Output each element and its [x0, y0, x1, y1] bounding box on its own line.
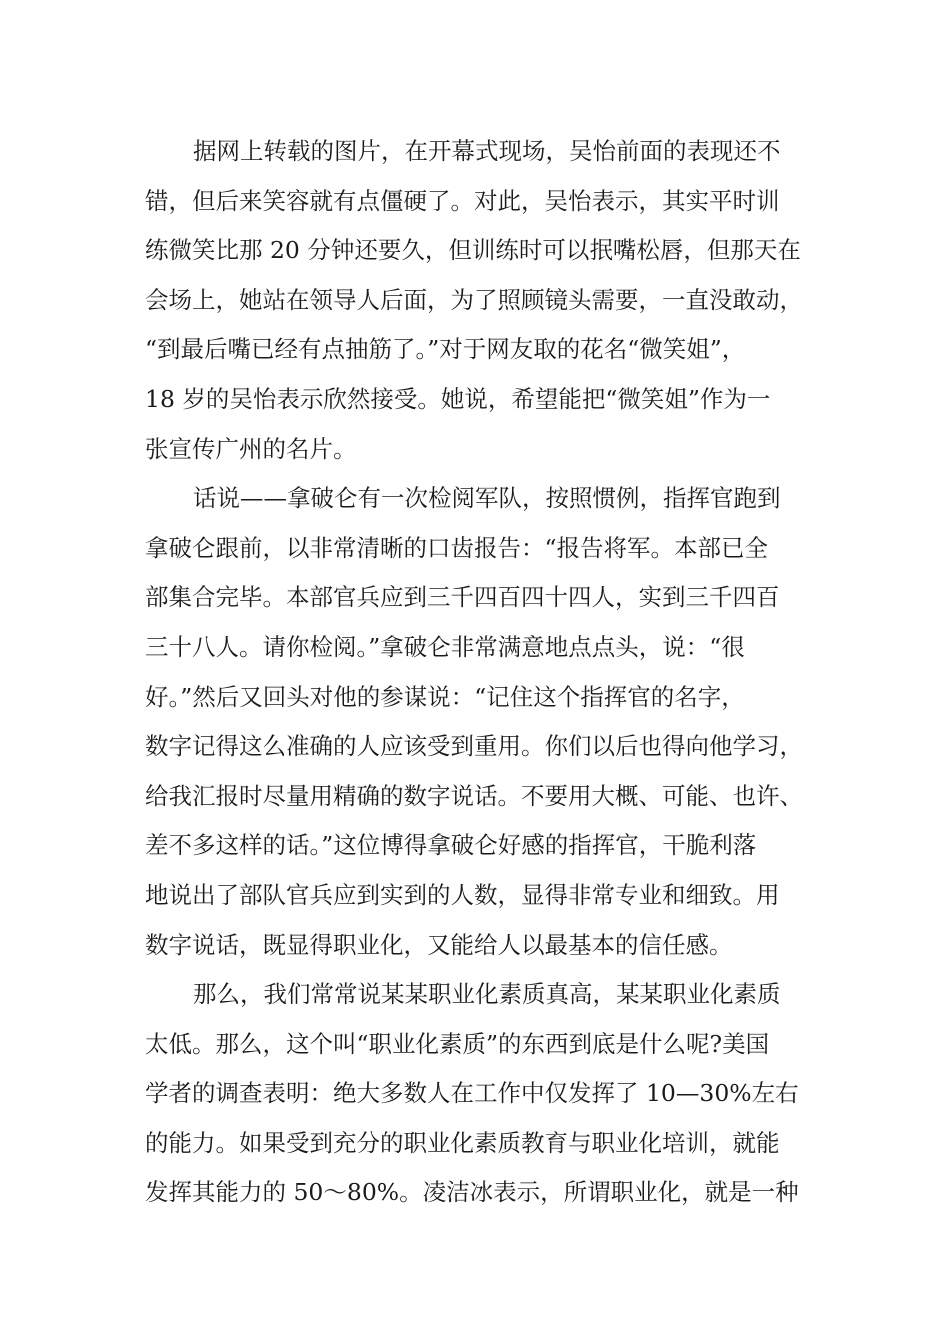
paragraph-line: 数字记得这么准确的人应该受到重用。你们以后也得向他学习， [145, 732, 803, 761]
paragraph-line: 数字说话，既显得职业化，又能给人以最基本的信任感。 [145, 930, 733, 959]
paragraph-line: 好。”然后又回头对他的参谋说：“记住这个指挥官的名字， [145, 682, 745, 711]
paragraph-3 [145, 970, 810, 1218]
paragraph-line: 那么，我们常常说某某职业化素质真高，某某职业化素质 [193, 980, 781, 1009]
paragraph-line: 部集合完毕。本部官兵应到三千四百四十四人，实到三千四百 [145, 583, 780, 612]
paragraph-line: 练微笑比那 20 分钟还要久，但训练时可以抿嘴松唇，但那天在 [145, 236, 801, 265]
paragraph-line: 太低。那么，这个叫“职业化素质”的东西到底是什么呢?美国 [145, 1029, 770, 1058]
paragraph-line: 发挥其能力的 50～80%。凌洁冰表示，所谓职业化，就是一种 [145, 1178, 799, 1207]
paragraph-line: 给我汇报时尽量用精确的数字说话。不要用大概、可能、也许、 [145, 781, 803, 810]
document-body [145, 127, 810, 1218]
paragraph-2 [145, 474, 810, 970]
paragraph-line: 学者的调查表明：绝大多数人在工作中仅发挥了 10—30%左右 [145, 1079, 799, 1108]
paragraph-line: 差不多这样的话。”这位博得拿破仑好感的指挥官，干脆利落 [145, 831, 757, 860]
paragraph-line: 张宣传广州的名片。 [145, 434, 357, 463]
paragraph-line: 会场上，她站在领导人后面，为了照顾镜头需要，一直没敢动， [145, 285, 803, 314]
paragraph-line: 拿破仑跟前，以非常清晰的口齿报告：“报告将军。本部已全 [145, 533, 769, 562]
paragraph-line: 三十八人。请你检阅。”拿破仑非常满意地点点头，说：“很 [145, 632, 745, 661]
paragraph-line: 地说出了部队官兵应到实到的人数，显得非常专业和细致。用 [145, 880, 780, 909]
paragraph-1 [145, 127, 810, 474]
paragraph-line: “到最后嘴已经有点抽筋了。”对于网友取的花名“微笑姐”， [145, 335, 746, 364]
paragraph-line: 18 岁的吴怡表示欣然接受。她说，希望能把“微笑姐”作为一 [145, 384, 771, 413]
paragraph-line: 据网上转载的图片，在开幕式现场，吴怡前面的表现还不 [193, 137, 781, 165]
paragraph-line: 错，但后来笑容就有点僵硬了。对此，吴怡表示，其实平时训 [145, 186, 780, 215]
paragraph-line: 话说——拿破仑有一次检阅军队，按照惯例，指挥官跑到 [193, 484, 781, 513]
paragraph-line: 的能力。如果受到充分的职业化素质教育与职业化培训，就能 [145, 1128, 780, 1157]
